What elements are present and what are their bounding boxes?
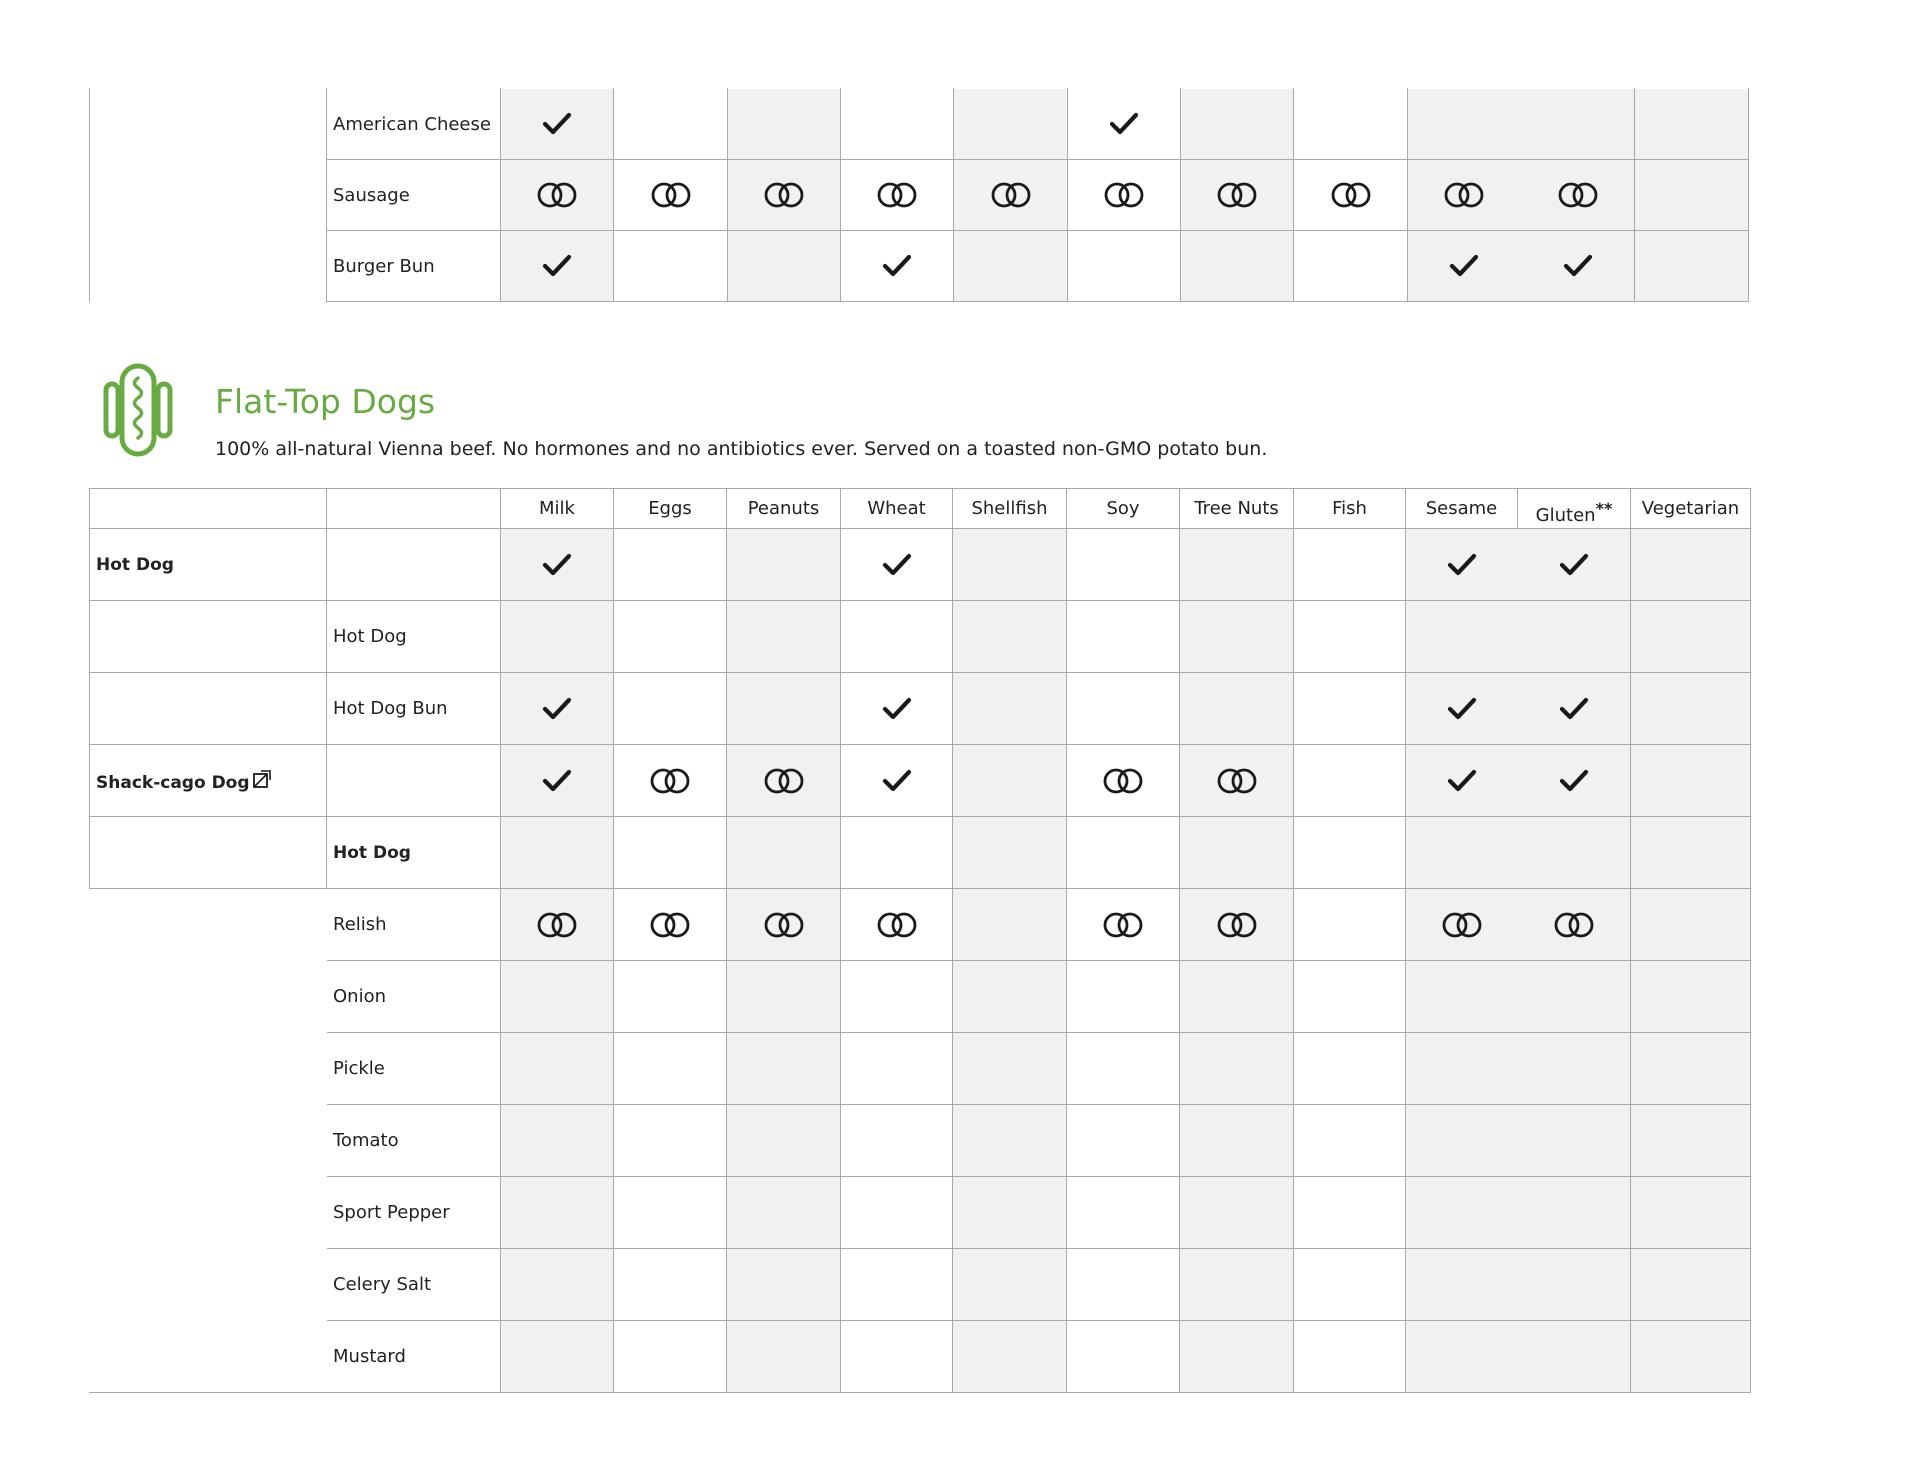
allergen-cell <box>1067 601 1180 673</box>
allergen-cell <box>1294 160 1408 231</box>
item-name <box>90 529 327 601</box>
allergen-cell <box>1406 1249 1518 1321</box>
table-row <box>90 961 1751 1033</box>
allergen-cell <box>841 601 953 673</box>
column-header: Shellfish <box>953 489 1067 529</box>
section-description: 100% all-natural Vienna beef. No hormones and no antibiotics ever. Served on a toasted non-GMO potato bun. <box>215 438 1268 460</box>
allergen-cell <box>1067 1105 1180 1177</box>
allergen-cell <box>841 1321 953 1393</box>
allergen-cell <box>841 1105 953 1177</box>
allergen-cell <box>1294 601 1406 673</box>
allergen-cell <box>1180 1321 1294 1393</box>
allergen-cell <box>954 89 1068 160</box>
allergen-cell <box>1181 231 1294 302</box>
check-icon <box>542 552 572 578</box>
allergen-cell <box>1180 529 1294 601</box>
item-name <box>90 1321 327 1393</box>
allergen-cell <box>1635 160 1749 231</box>
allergen-cell <box>1294 817 1406 889</box>
allergen-cell <box>1180 961 1294 1033</box>
section-title: Flat-Top Dogs <box>215 382 436 421</box>
table-row <box>90 231 1749 302</box>
allergen-cell <box>1518 889 1631 961</box>
ingredient-name <box>327 529 501 601</box>
allergen-cell <box>1631 601 1751 673</box>
allergen-cell <box>1406 1177 1518 1249</box>
table-row <box>90 529 1751 601</box>
allergen-cell <box>1294 231 1408 302</box>
allergen-cell <box>1408 89 1521 160</box>
check-icon <box>1563 253 1593 279</box>
allergen-cell <box>1518 1321 1631 1393</box>
allergen-cell <box>1406 889 1518 961</box>
allergen-cell <box>501 817 614 889</box>
empty-header <box>90 489 327 529</box>
column-header: Soy <box>1067 489 1180 529</box>
check-icon <box>1109 111 1139 137</box>
allergen-cell <box>953 1321 1067 1393</box>
allergen-cell <box>614 231 728 302</box>
allergen-cell <box>953 961 1067 1033</box>
allergen-cell <box>1521 160 1635 231</box>
allergen-cell <box>1068 89 1181 160</box>
allergen-cell <box>841 889 953 961</box>
allergen-cell <box>1631 1321 1751 1393</box>
may-contain-icon <box>535 911 579 939</box>
allergen-cell <box>501 1105 614 1177</box>
allergen-cell <box>953 529 1067 601</box>
item-name <box>90 1033 327 1105</box>
table-body <box>90 529 1751 1393</box>
check-icon <box>1447 696 1477 722</box>
allergen-cell <box>841 745 953 817</box>
allergen-cell <box>953 817 1067 889</box>
allergen-cell <box>614 1249 727 1321</box>
allergen-cell <box>1067 817 1180 889</box>
allergen-cell <box>1067 673 1180 745</box>
allergen-cell <box>841 1033 953 1105</box>
may-contain-icon <box>875 181 919 209</box>
gluten-footnote-marker: ** <box>1595 499 1613 518</box>
allergen-cell <box>1406 673 1518 745</box>
ingredient-name: Pickle <box>327 1033 501 1105</box>
table-row <box>90 817 1751 889</box>
may-contain-icon <box>762 767 806 795</box>
allergen-cell <box>841 817 953 889</box>
column-header: Sesame <box>1406 489 1518 529</box>
allergen-cell <box>1181 160 1294 231</box>
allergen-cell <box>953 601 1067 673</box>
column-header: Peanuts <box>727 489 841 529</box>
allergen-cell <box>501 529 614 601</box>
allergen-cell <box>1294 529 1406 601</box>
allergen-cell <box>1521 231 1635 302</box>
item-name <box>90 817 327 889</box>
allergen-cell <box>501 745 614 817</box>
may-contain-icon <box>1440 911 1484 939</box>
allergen-cell <box>727 673 841 745</box>
item-name <box>90 961 327 1033</box>
allergen-cell <box>1518 745 1631 817</box>
allergen-cell <box>1067 1321 1180 1393</box>
may-contain-icon <box>648 767 692 795</box>
allergen-cell <box>1518 529 1631 601</box>
allergen-cell <box>501 961 614 1033</box>
allergen-cell <box>1631 1033 1751 1105</box>
allergen-cell <box>953 673 1067 745</box>
table-row <box>90 89 1749 160</box>
allergen-table-burgers <box>89 88 1749 302</box>
allergen-cell <box>1406 817 1518 889</box>
allergen-cell <box>727 889 841 961</box>
ingredient-name: Celery Salt <box>327 1249 501 1321</box>
allergen-cell <box>841 1177 953 1249</box>
allergen-cell <box>727 1105 841 1177</box>
check-icon <box>1559 696 1589 722</box>
allergen-cell <box>1631 961 1751 1033</box>
allergen-cell <box>614 817 727 889</box>
allergen-cell <box>1180 1177 1294 1249</box>
table-row <box>90 1105 1751 1177</box>
allergen-cell <box>841 961 953 1033</box>
allergen-cell <box>728 89 841 160</box>
allergen-cell <box>841 89 954 160</box>
ingredient-name: Hot Dog Bun <box>327 673 501 745</box>
ingredient-name: Sausage <box>327 160 501 231</box>
table-row <box>90 601 1751 673</box>
check-icon <box>1447 552 1477 578</box>
allergen-cell <box>727 817 841 889</box>
check-icon <box>882 768 912 794</box>
item-name <box>90 601 327 673</box>
ingredient-name: Onion <box>327 961 501 1033</box>
allergen-cell <box>727 529 841 601</box>
item-name <box>90 745 327 817</box>
allergen-cell <box>614 1033 727 1105</box>
allergen-cell <box>727 601 841 673</box>
may-contain-icon <box>1101 767 1145 795</box>
table-row <box>90 160 1749 231</box>
check-icon <box>542 253 572 279</box>
may-contain-icon <box>648 911 692 939</box>
allergen-cell <box>1631 1249 1751 1321</box>
allergen-cell <box>1294 89 1408 160</box>
ingredient-name: Relish <box>327 889 501 961</box>
allergen-cell <box>727 1249 841 1321</box>
swap-icon <box>251 768 273 790</box>
item-name <box>90 1249 327 1321</box>
allergen-cell <box>1180 673 1294 745</box>
may-contain-icon <box>1215 767 1259 795</box>
allergen-cell <box>953 1105 1067 1177</box>
hot-dog-icon <box>100 362 176 458</box>
allergen-cell <box>1406 745 1518 817</box>
allergen-cell <box>501 231 614 302</box>
allergen-cell <box>1406 601 1518 673</box>
column-header: Gluten <box>1535 505 1596 526</box>
column-header: Vegetarian <box>1631 489 1751 529</box>
check-icon <box>1449 253 1479 279</box>
allergen-cell <box>841 529 953 601</box>
allergen-cell <box>841 160 954 231</box>
may-contain-icon <box>875 911 919 939</box>
allergen-cell <box>954 231 1068 302</box>
table-row <box>90 889 1751 961</box>
allergen-cell <box>727 1033 841 1105</box>
allergen-cell <box>1518 1033 1631 1105</box>
item-name-text: Shack-cago Dog <box>96 773 250 793</box>
table-row <box>90 1033 1751 1105</box>
item-name <box>90 889 327 961</box>
allergen-cell <box>501 673 614 745</box>
allergen-cell <box>1631 1105 1751 1177</box>
item-name <box>90 1177 327 1249</box>
allergen-cell <box>1068 231 1181 302</box>
may-contain-icon <box>535 181 579 209</box>
column-header: Eggs <box>614 489 727 529</box>
column-header-gluten <box>1518 489 1631 529</box>
allergen-cell <box>1406 1321 1518 1393</box>
allergen-cell <box>614 673 727 745</box>
allergen-cell <box>1180 745 1294 817</box>
allergen-cell <box>1518 1105 1631 1177</box>
allergen-cell <box>501 1249 614 1321</box>
allergen-cell <box>1180 817 1294 889</box>
column-header: Milk <box>501 489 614 529</box>
check-icon <box>1559 768 1589 794</box>
check-icon <box>542 111 572 137</box>
check-icon <box>882 552 912 578</box>
may-contain-icon <box>1215 911 1259 939</box>
allergen-cell <box>1635 231 1749 302</box>
allergen-cell <box>501 160 614 231</box>
check-icon <box>1447 768 1477 794</box>
allergen-cell <box>1631 529 1751 601</box>
allergen-cell <box>728 231 841 302</box>
may-contain-icon <box>1102 181 1146 209</box>
allergen-cell <box>501 889 614 961</box>
allergen-cell <box>841 673 953 745</box>
may-contain-icon <box>762 911 806 939</box>
allergen-cell <box>501 1177 614 1249</box>
table-row <box>90 673 1751 745</box>
may-contain-icon <box>1215 181 1259 209</box>
allergen-cell <box>1294 961 1406 1033</box>
may-contain-icon <box>1101 911 1145 939</box>
allergen-cell <box>1067 961 1180 1033</box>
allergen-cell <box>1518 1249 1631 1321</box>
allergen-cell <box>1294 1033 1406 1105</box>
allergen-cell <box>727 1177 841 1249</box>
allergen-cell <box>953 1249 1067 1321</box>
allergen-cell <box>1294 889 1406 961</box>
allergen-cell <box>1635 89 1749 160</box>
allergen-cell <box>1294 1249 1406 1321</box>
allergen-cell <box>501 1033 614 1105</box>
item-name-text: Hot Dog <box>96 554 174 575</box>
allergen-cell <box>1180 601 1294 673</box>
ingredient-name: Sport Pepper <box>327 1177 501 1249</box>
allergen-cell <box>841 1249 953 1321</box>
allergen-cell <box>1631 1177 1751 1249</box>
allergen-cell <box>727 745 841 817</box>
item-name <box>90 1105 327 1177</box>
allergen-cell <box>1631 817 1751 889</box>
allergen-cell <box>1067 1033 1180 1105</box>
may-contain-icon <box>989 181 1033 209</box>
ingredient-name: Burger Bun <box>327 231 501 302</box>
ingredient-name: Mustard <box>327 1321 501 1393</box>
allergen-cell <box>1406 1033 1518 1105</box>
allergen-cell <box>727 1321 841 1393</box>
allergen-cell <box>1067 745 1180 817</box>
check-icon <box>542 696 572 722</box>
column-header: Tree Nuts <box>1180 489 1294 529</box>
ingredient-name: Hot Dog <box>327 817 501 889</box>
table-row <box>90 1321 1751 1393</box>
table-row <box>90 745 1751 817</box>
column-header: Wheat <box>841 489 953 529</box>
ingredient-name: American Cheese <box>327 89 501 160</box>
allergen-cell <box>1068 160 1181 231</box>
allergen-cell <box>1067 1249 1180 1321</box>
allergen-cell <box>1406 1105 1518 1177</box>
allergen-cell <box>1408 160 1521 231</box>
allergen-cell <box>1518 601 1631 673</box>
allergen-cell <box>1631 889 1751 961</box>
allergen-cell <box>1180 1033 1294 1105</box>
allergen-cell <box>1067 1177 1180 1249</box>
allergen-table-flat-top-dogs <box>89 488 1751 1393</box>
allergen-cell <box>953 1033 1067 1105</box>
may-contain-icon <box>1442 181 1486 209</box>
allergen-cell <box>1067 889 1180 961</box>
table-row <box>90 1177 1751 1249</box>
allergen-cell <box>1294 745 1406 817</box>
ingredient-name: Tomato <box>327 1105 501 1177</box>
allergen-cell <box>1294 1177 1406 1249</box>
allergen-cell <box>1180 1249 1294 1321</box>
allergen-cell <box>1518 1177 1631 1249</box>
allergen-cell <box>1067 529 1180 601</box>
allergen-cell <box>1518 673 1631 745</box>
allergen-cell <box>614 601 727 673</box>
allergen-cell <box>1408 231 1521 302</box>
allergen-cell <box>1406 961 1518 1033</box>
allergen-cell <box>953 745 1067 817</box>
ingredient-name <box>327 745 501 817</box>
allergen-cell <box>1180 1105 1294 1177</box>
allergen-cell <box>501 1321 614 1393</box>
allergen-cell <box>1294 1321 1406 1393</box>
allergen-cell <box>1294 673 1406 745</box>
allergen-cell <box>614 961 727 1033</box>
ingredient-name: Hot Dog <box>327 601 501 673</box>
may-contain-icon <box>1556 181 1600 209</box>
allergen-cell <box>1521 89 1635 160</box>
allergen-cell <box>1181 89 1294 160</box>
check-icon <box>882 696 912 722</box>
allergen-cell <box>954 160 1068 231</box>
may-contain-icon <box>1329 181 1373 209</box>
allergen-cell <box>953 1177 1067 1249</box>
allergen-cell <box>953 889 1067 961</box>
column-header: Fish <box>1294 489 1406 529</box>
allergen-cell <box>501 601 614 673</box>
check-icon <box>1559 552 1589 578</box>
check-icon <box>542 768 572 794</box>
may-contain-icon <box>762 181 806 209</box>
allergen-cell <box>1631 745 1751 817</box>
allergen-cell <box>614 1105 727 1177</box>
allergen-cell <box>728 160 841 231</box>
empty-name-cell <box>90 89 327 302</box>
allergen-cell <box>1180 889 1294 961</box>
may-contain-icon <box>649 181 693 209</box>
allergen-cell <box>614 160 728 231</box>
allergen-cell <box>614 745 727 817</box>
check-icon <box>882 253 912 279</box>
allergen-cell <box>1406 529 1518 601</box>
allergen-cell <box>1518 961 1631 1033</box>
allergen-cell <box>614 1321 727 1393</box>
empty-header <box>327 489 501 529</box>
allergen-cell <box>501 89 614 160</box>
allergen-cell <box>614 1177 727 1249</box>
header-row <box>90 489 1751 529</box>
allergen-cell <box>1518 817 1631 889</box>
allergen-cell <box>1631 673 1751 745</box>
allergen-cell <box>727 961 841 1033</box>
allergen-cell <box>1294 1105 1406 1177</box>
table-row <box>90 1249 1751 1321</box>
allergen-cell <box>614 89 728 160</box>
item-name <box>90 673 327 745</box>
may-contain-icon <box>1552 911 1596 939</box>
allergen-cell <box>614 889 727 961</box>
allergen-cell <box>841 231 954 302</box>
allergen-cell <box>614 529 727 601</box>
